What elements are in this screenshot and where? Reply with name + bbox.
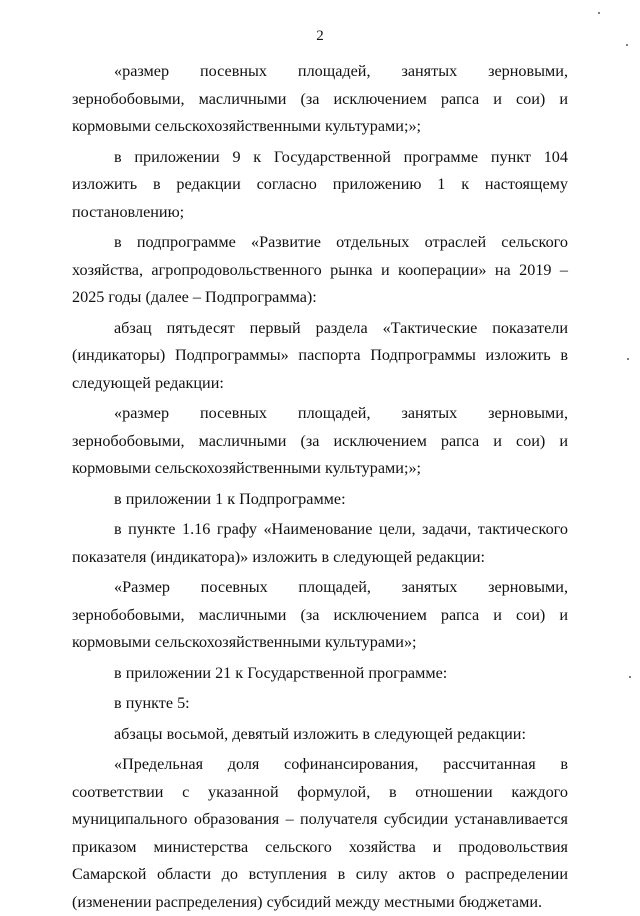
paragraph: в приложении 1 к Подпрограмме: xyxy=(114,489,346,508)
scan-speck xyxy=(626,44,628,46)
paragraph: «размер посевных площадей, занятых зерновыми, зернобобовыми, масличными (за исключением рапса и сои) и кормовыми сельскохозяйственными культурами;»; xyxy=(72,62,568,135)
paragraph: «Размер посевных площадей, занятых зерновыми, зернобобовыми, масличными (за исключением рапса и сои) и кормовыми сельскохозяйственными культурами»; xyxy=(72,578,568,651)
paragraph: в пункте 5: xyxy=(114,694,190,712)
paragraph: «Предельная доля софинансирования, рассчитанная в соответствии с указанной формулой, в отношении каждого муниципального образования – получателя субсидии устанавливается приказом министерства сельского хозяйства и продовольствия Самарской области до вступления в силу актов о распределении (изменении распределения) субсидий между местными бюджетами. xyxy=(72,755,568,911)
scan-speck xyxy=(627,358,629,360)
page-number: 2 xyxy=(316,28,324,44)
scan-speck xyxy=(629,676,631,678)
paragraph: «размер посевных площадей, занятых зерновыми, зернобобовыми, масличными (за исключением рапса и сои) и кормовыми сельскохозяйственными культурами;»; xyxy=(72,404,568,477)
paragraph: в подпрограмме «Развитие отдельных отраслей сельского хозяйства, агропродовольственного рынка и кооперации» на 2019 – 2025 годы (далее – Подпрограмма): xyxy=(72,233,568,306)
paragraph: абзац пятьдесят первый раздела «Тактические показатели (индикаторы) Подпрограммы» паспорта Подпрограммы изложить в следующей редакции: xyxy=(72,318,568,392)
paragraph: в пункте 1.16 графу «Наименование цели, задачи, тактического показателя (индикатора)» изложить в следующей редакции: xyxy=(72,520,568,566)
paragraph: в приложении 21 к Государственной программе: xyxy=(114,663,448,682)
paragraph: в приложении 9 к Государственной программе пункт 104 изложить в редакции согласно приложению 1 к настоящему постановлению; xyxy=(72,147,568,221)
scan-speck xyxy=(598,12,600,14)
paragraph: абзацы восьмой, девятый изложить в следующей редакции: xyxy=(114,724,526,743)
document-body xyxy=(72,58,568,916)
